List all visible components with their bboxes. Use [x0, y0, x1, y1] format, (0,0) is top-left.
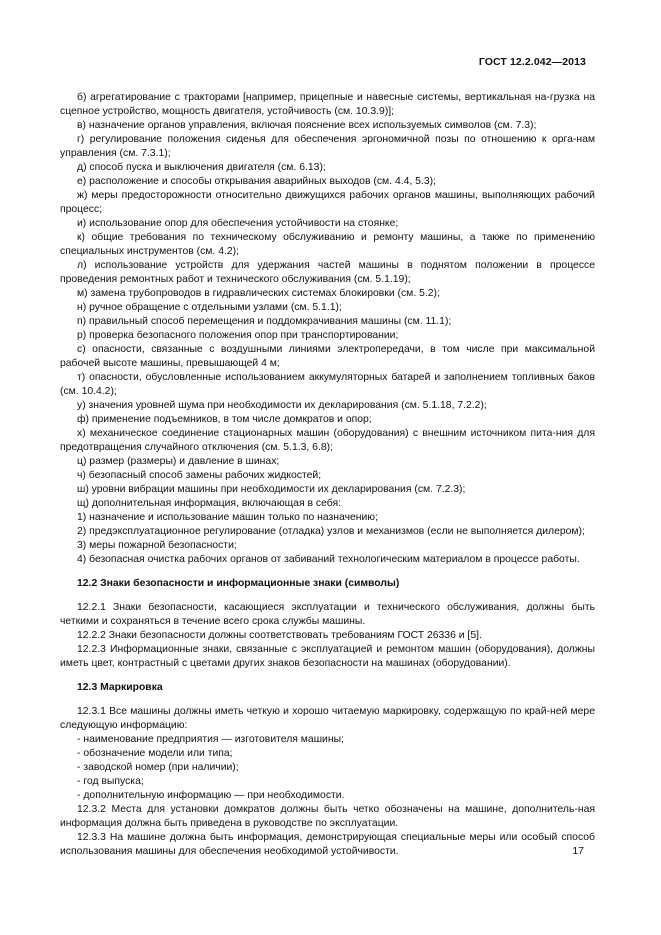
list-item: - дополнительную информацию — при необходимости. — [77, 790, 345, 801]
list-item: н) ручное обращение с отдельными узлами (см. 5.1.1); — [77, 302, 342, 313]
list-item: т) опасности, обусловленные использованием аккумуляторных батарей и заполнением топливных баков (см. 10.4.2); — [60, 372, 595, 397]
list-item: ф) применение подъемников, в том числе домкратов и опор; — [77, 414, 372, 425]
list-item: с) опасности, связанные с воздушными линиями электропередачи, в том числе при максимальной рабочей высоте машины, превышающей 4 м; — [60, 344, 595, 369]
section-12-2-body — [60, 601, 595, 671]
list-item: ш) уровни вибрации машины при необходимости их декларирования (см. 7.2.3); — [77, 484, 466, 495]
list-item: у) значения уровней шума при необходимости их декларирования (см. 5.1.18, 7.2.2); — [77, 400, 487, 411]
list-item: п) правильный способ перемещения и поддомкрачивания машины (см. 11.1); — [77, 316, 452, 327]
list-item: 1) назначение и использование машин только по назначению; — [77, 512, 378, 523]
list-item: ц) размер (размеры) и давление в шинах; — [77, 456, 280, 467]
paragraph: 12.3.2 Места для установки домкратов должны быть четко обозначены на машине, дополнитель-ная информация должна быть приведена в руководстве по эксплуатации. — [60, 804, 595, 829]
paragraph: 12.3.3 На машине должна быть информация, демонстрирующая специальные меры или особый способ использования машины для обеспечения необходимой устойчивости. — [60, 832, 595, 857]
section-heading-12-2: 12.2 Знаки безопасности и информационные знаки (символы) — [77, 578, 400, 589]
list-item: в) назначение органов управления, включая пояснение всех используемых символов (см. 7.3); — [77, 120, 537, 131]
list-item: щ) дополнительная информация, включающая в себя: — [77, 498, 341, 509]
list-item: - заводской номер (при наличии); — [77, 762, 239, 773]
paragraph: 12.2.1 Знаки безопасности, касающиеся эксплуатации и технического обслуживания, должны быть четкими и сохраняться в течение всего срока службы машины. — [60, 602, 595, 627]
list-item: и) использование опор для обеспечения устойчивости на стоянке; — [77, 218, 399, 229]
list-item: ж) меры предосторожности относительно движущихся рабочих органов машины, выполняющих рабочий процесс; — [60, 190, 595, 215]
list-item: - обозначение модели или типа; — [77, 748, 233, 759]
page-number: 17 — [572, 845, 584, 857]
paragraph: 12.2.3 Информационные знаки, связанные с эксплуатацией и ремонтом машин (оборудования), должны иметь цвет, контрастный с цветами других знаков безопасности на машинах (оборудовании). — [60, 644, 595, 669]
list-item: д) способ пуска и выключения двигателя (см. 6.13); — [77, 162, 326, 173]
list-item: - год выпуска; — [77, 776, 144, 787]
page-body — [60, 91, 595, 859]
list-item: 3) меры пожарной безопасности; — [77, 540, 237, 551]
list-item: - наименование предприятия — изготовителя машины; — [77, 734, 344, 745]
section-heading-12-3: 12.3 Маркировка — [77, 682, 163, 693]
list-item: б) агрегатирование с тракторами [например, прицепные и навесные системы, вертикальная на-грузка на сцепное устройство, мощность двигателя, устойчивость (см. 10.3.9)]; — [60, 92, 595, 117]
paragraph: 12.2.2 Знаки безопасности должны соответствовать требованиям ГОСТ 26336 и [5]. — [77, 630, 482, 641]
list-item: е) расположение и способы открывания аварийных выходов (см. 4.4, 5.3); — [77, 176, 436, 187]
list-item: ч) безопасный способ замены рабочих жидкостей; — [77, 470, 322, 481]
document-code: ГОСТ 12.2.042—2013 — [478, 56, 586, 68]
list-item: г) регулирование положения сиденья для обеспечения эргономичной позы по отношению к орга-нам управления (см. 7.3.1); — [60, 134, 595, 159]
list-item: р) проверка безопасного положения опор при транспортировании; — [77, 330, 399, 341]
list-item: х) механическое соединение стационарных машин (оборудования) с внешним источником пита-ния для предотвращения случайного отключения (см. 5.1.3, 6.8); — [60, 428, 595, 453]
list-item: 4) безопасная очистка рабочих органов от забиваний технологическим материалом в процессе работы. — [77, 554, 580, 565]
section-12-3-body — [60, 705, 595, 859]
requirements-list — [60, 91, 595, 567]
list-item: м) замена трубопроводов в гидравлических системах блокировки (см. 5.2); — [77, 288, 440, 299]
list-item: 2) предэксплуатационное регулирование (отладка) узлов и механизмов (если не выполняется дилером); — [77, 526, 585, 537]
paragraph: 12.3.1 Все машины должны иметь четкую и хорошо читаемую маркировку, содержащую по край-ней мере следующую информацию: — [60, 706, 595, 731]
list-item: л) использование устройств для удержания частей машины в поднятом положении в процессе проведения ремонтных работ и технического обслуживания (см. 5.1.19); — [60, 260, 595, 285]
list-item: к) общие требования по техническому обслуживанию и ремонту машины, а также по применению специальных инструментов (см. 4.2); — [60, 232, 595, 257]
